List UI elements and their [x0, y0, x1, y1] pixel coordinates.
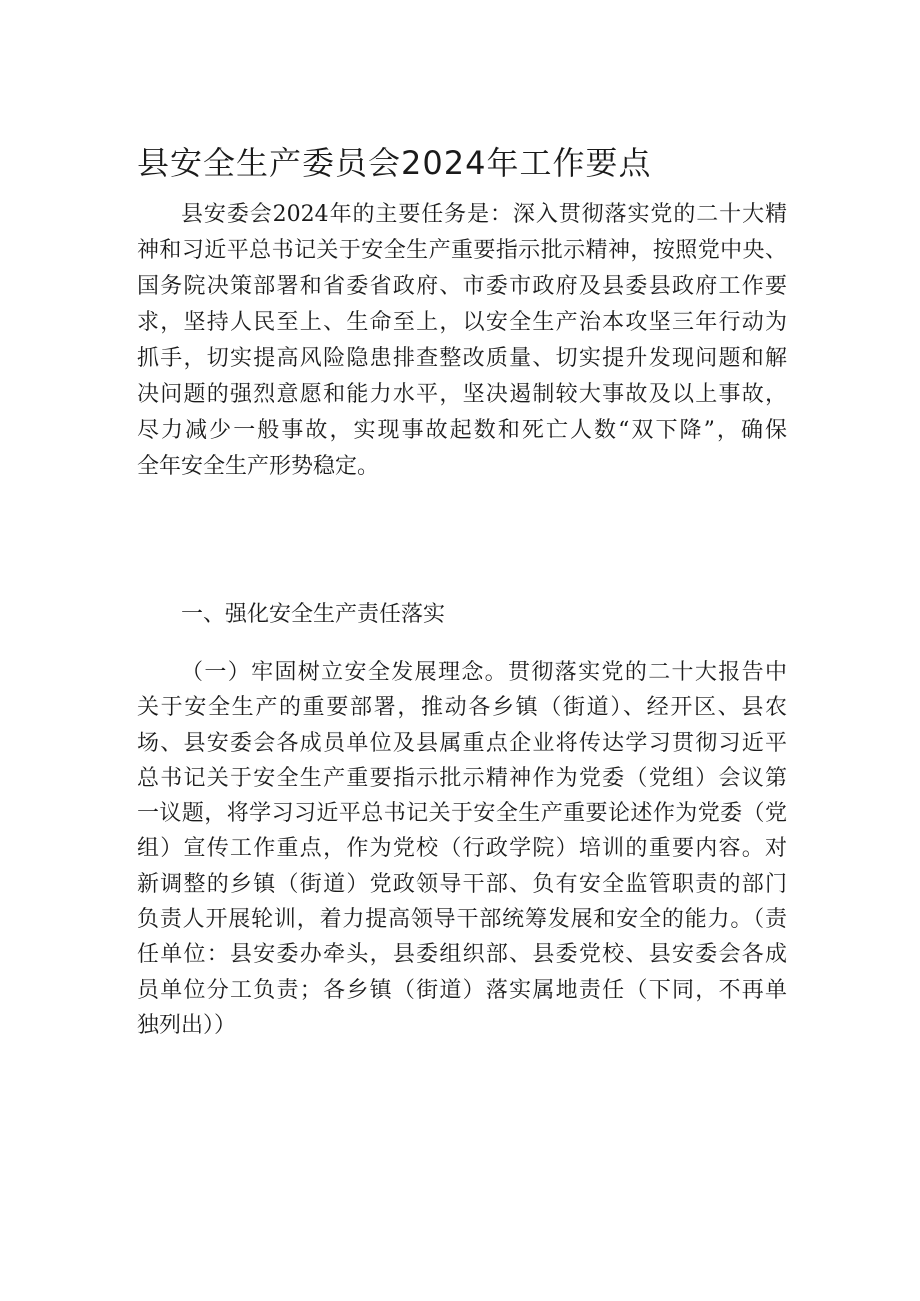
section-heading: 一、强化安全生产责任落实	[181, 602, 446, 627]
section-line: 负责人开展轮训，着力提高领导干部统筹发展和安全的能力。（责	[137, 907, 787, 933]
intro-paragraph	[137, 197, 787, 485]
section-line: 员单位分工负责；各乡镇（街道）落实属地责任（下同，不再单	[137, 977, 787, 1003]
document-title: 县安全生产委员会2024年工作要点	[137, 144, 652, 182]
intro-line: 全年安全生产形势稳定。	[137, 454, 380, 479]
intro-line: 求，坚持人民至上、生命至上，以安全生产治本攻坚三年行动为	[137, 310, 787, 335]
section-line: 新调整的乡镇（街道）党政领导干部、负有安全监管职责的部门	[137, 871, 787, 897]
section-line: 独列出））	[137, 1012, 237, 1038]
intro-line: 县安委会2024年的主要任务是：深入贯彻落实党的二十大精	[181, 202, 787, 227]
section-1-paragraph	[137, 655, 787, 1043]
intro-line: 尽力减少一般事故，实现事故起数和死亡人数“双下降”，确保	[137, 418, 787, 443]
intro-line: 抓手，切实提高风险隐患排查整改质量、切实提升发现问题和解	[137, 346, 787, 371]
section-line: 总书记关于安全生产重要指示批示精神作为党委（党组）会议第	[137, 765, 787, 791]
intro-line: 决问题的强烈意愿和能力水平，坚决遏制较大事故及以上事故，	[137, 382, 787, 407]
section-line: 任单位：县安委办牵头，县委组织部、县委党校、县安委会各成	[137, 942, 787, 968]
intro-line: 国务院决策部署和省委省政府、市委市政府及县委县政府工作要	[137, 274, 787, 299]
section-line: 组）宣传工作重点，作为党校（行政学院）培训的重要内容。对	[137, 836, 787, 862]
section-line: 关于安全生产的重要部署，推动各乡镇（街道）、经开区、县农	[137, 695, 787, 721]
section-line: 一议题，将学习习近平总书记关于安全生产重要论述作为党委（党	[137, 801, 787, 827]
section-line: 场、县安委会各成员单位及县属重点企业将传达学习贯彻习近平	[137, 730, 787, 756]
intro-line: 神和习近平总书记关于安全生产重要指示批示精神，按照党中央、	[137, 238, 787, 263]
section-line: （一）牢固树立安全发展理念。贯彻落实党的二十大报告中	[181, 660, 787, 685]
